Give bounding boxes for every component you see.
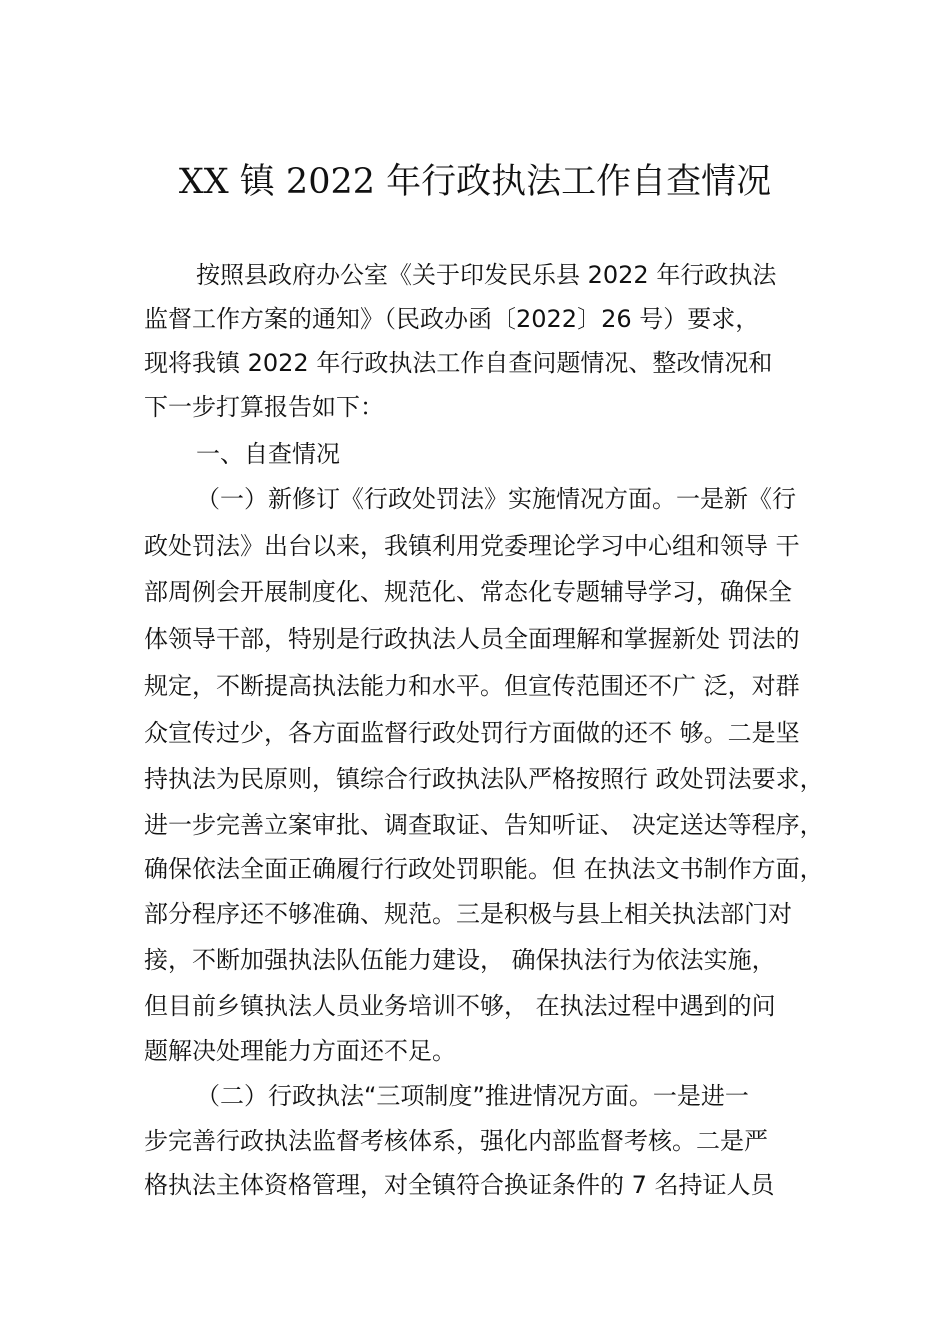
paragraph-line: 现将我镇 2022 年行政执法工作自查问题情况、整改情况和 bbox=[144, 349, 773, 377]
paragraph-line: 规定，不断提高执法能力和水平。但宣传范围还不广 泛，对群 bbox=[144, 672, 800, 700]
paragraph-line: 确保依法全面正确履行行政处罚职能。但 在执法文书制作方面， bbox=[144, 855, 824, 883]
paragraph-line: （二）行政执法“三项制度”推进情况方面。一是进一 bbox=[196, 1082, 749, 1110]
paragraph-line: 部周例会开展制度化、规范化、常态化专题辅导学习，确保全 bbox=[144, 578, 792, 606]
paragraph-line: 进一步完善立案审批、调查取证、告知听证、 决定送达等程序， bbox=[144, 811, 824, 839]
paragraph-line: 格执法主体资格管理，对全镇符合换证条件的 7 名持证人员 bbox=[144, 1171, 775, 1199]
paragraph-line: 下一步打算报告如下： bbox=[144, 393, 384, 421]
paragraph-line: 政处罚法》出台以来，我镇利用党委理论学习中心组和领导 干 bbox=[144, 532, 800, 560]
paragraph-line: 步完善行政执法监督考核体系，强化内部监督考核。二是严 bbox=[144, 1127, 768, 1155]
paragraph-line: 部分程序还不够准确、规范。三是积极与县上相关执法部门对 bbox=[144, 900, 792, 928]
paragraph-line: 接，不断加强执法队伍能力建设， 确保执法行为依法实施， bbox=[144, 946, 776, 974]
section-heading: 一、自查情况 bbox=[196, 440, 340, 468]
paragraph-line: 持执法为民原则，镇综合行政执法队严格按照行 政处罚法要求， bbox=[144, 765, 824, 793]
document-title: XX 镇 2022 年行政执法工作自查情况 bbox=[178, 162, 772, 202]
paragraph-line: 众宣传过少，各方面监督行政处罚行方面做的还不 够。二是坚 bbox=[144, 719, 800, 747]
paragraph-line: 题解决处理能力方面还不足。 bbox=[144, 1037, 456, 1065]
paragraph-line: （一）新修订《行政处罚法》实施情况方面。一是新《行 bbox=[196, 485, 796, 513]
paragraph-line: 但目前乡镇执法人员业务培训不够， 在执法过程中遇到的问 bbox=[144, 992, 776, 1020]
paragraph-line: 体领导干部，特别是行政执法人员全面理解和掌握新处 罚法的 bbox=[144, 625, 800, 653]
paragraph-line: 监督工作方案的通知》（民政办函〔2022〕26 号）要求， bbox=[144, 305, 760, 333]
paragraph-line: 按照县政府办公室《关于印发民乐县 2022 年行政执法 bbox=[196, 261, 777, 289]
